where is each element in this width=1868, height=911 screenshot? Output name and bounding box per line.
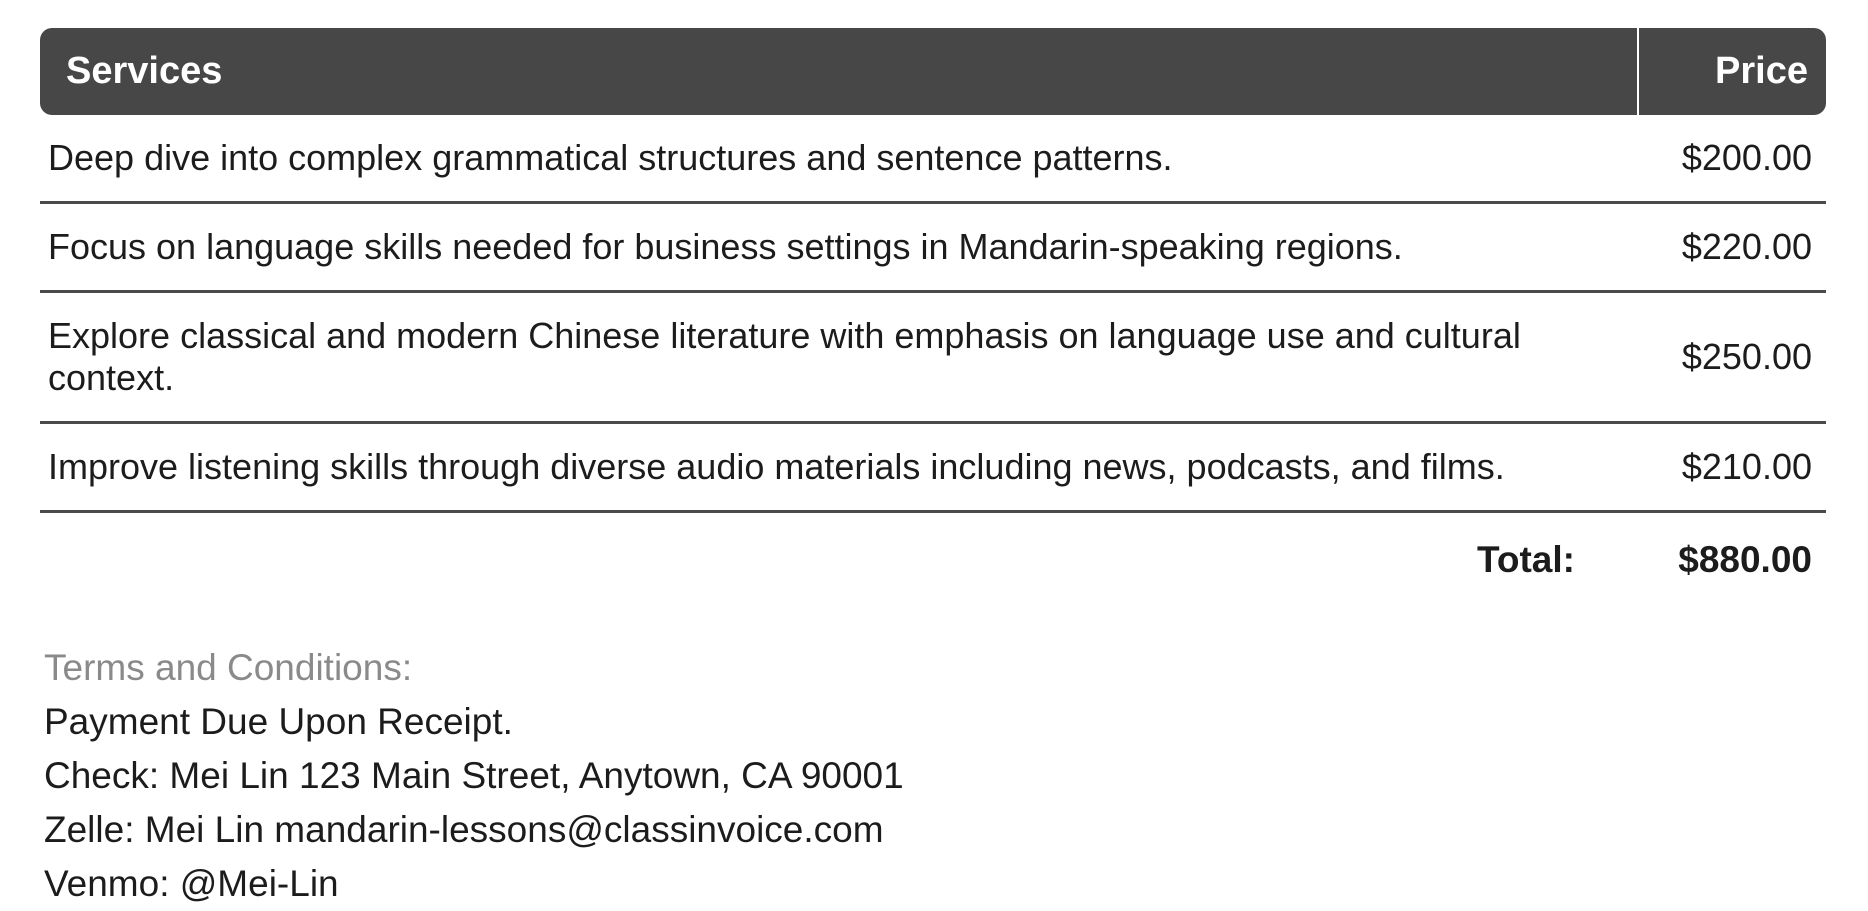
table-row — [40, 204, 1826, 293]
service-description: Focus on language skills needed for business settings in Mandarin-speaking regions. — [40, 204, 1637, 293]
table-row — [40, 115, 1826, 204]
price-column-header: Price — [1637, 28, 1826, 115]
service-price: $250.00 — [1637, 293, 1826, 424]
services-table — [40, 28, 1826, 595]
service-description: Improve listening skills through diverse audio materials including news, podcasts, and films. — [40, 424, 1637, 513]
service-price: $210.00 — [1637, 424, 1826, 513]
service-description: Deep dive into complex grammatical structures and sentence patterns. — [40, 115, 1637, 204]
services-table-header — [40, 28, 1826, 115]
terms-line-check: Check: Mei Lin 123 Main Street, Anytown, CA 90001 — [44, 754, 904, 796]
service-price: $220.00 — [1637, 204, 1826, 293]
service-price: $200.00 — [1637, 115, 1826, 204]
header-row — [40, 28, 1826, 115]
service-description: Explore classical and modern Chinese literature with emphasis on language use and cultural context. — [40, 293, 1637, 424]
services-column-header: Services — [40, 28, 1637, 115]
total-label: Total: — [1477, 538, 1575, 580]
total-value: $880.00 — [1678, 538, 1812, 580]
table-row — [40, 424, 1826, 513]
terms-line-venmo: Venmo: @Mei-Lin — [44, 862, 339, 904]
terms-and-conditions-section — [40, 641, 1828, 911]
terms-line-zelle: Zelle: Mei Lin mandarin-lessons@classinvoice.com — [44, 808, 884, 850]
terms-line-payment-due: Payment Due Upon Receipt. — [44, 700, 513, 742]
table-row — [40, 293, 1826, 424]
total-row — [40, 513, 1826, 595]
terms-heading: Terms and Conditions: — [44, 646, 413, 688]
